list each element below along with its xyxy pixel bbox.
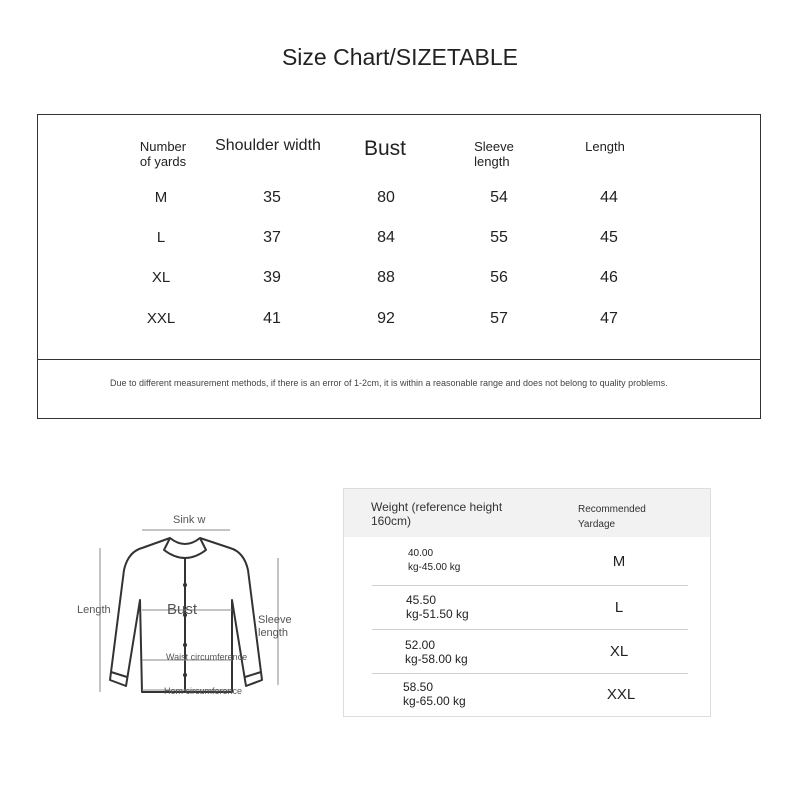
recommended-size: M <box>612 553 626 570</box>
header-sleeve-length <box>474 139 514 169</box>
header-weight-line2: 160cm) <box>371 514 412 528</box>
size-cell: L <box>156 229 166 246</box>
recommended-size: L <box>614 599 624 616</box>
sleeve-label: Sleeve length <box>258 614 292 639</box>
row-divider <box>372 629 688 630</box>
table-divider <box>38 359 760 360</box>
row-divider <box>372 673 688 674</box>
weight-to: kg-45.00 kg <box>408 562 461 573</box>
sleeve-cell: 57 <box>490 310 508 327</box>
shoulder-cell: 35 <box>263 189 281 206</box>
weight-to: kg-58.00 kg <box>405 652 468 666</box>
header-number-line2: of yards <box>139 154 187 169</box>
shoulder-label: Sink w <box>173 514 206 526</box>
weight-from: 58.50 <box>403 680 434 694</box>
weight-from: 52.00 <box>405 638 436 652</box>
length-cell: 46 <box>600 269 618 286</box>
header-shoulder-width: Shoulder width <box>215 137 321 154</box>
bust-label: Bust <box>167 601 198 618</box>
weight-table <box>343 488 711 717</box>
header-sleeve-line2: length <box>474 154 510 169</box>
recommended-size: XXL <box>606 686 636 703</box>
header-weight-line1: Weight (reference height <box>371 500 503 514</box>
weight-range <box>405 638 468 666</box>
sleeve-cell: 54 <box>490 189 508 206</box>
weight-to: kg-65.00 kg <box>403 694 466 708</box>
shoulder-cell: 37 <box>263 229 281 246</box>
header-number-line1: Number <box>139 139 187 154</box>
bust-cell: 80 <box>377 189 395 206</box>
sleeve-cell: 56 <box>490 269 508 286</box>
header-size-line1: Recommended <box>578 504 646 515</box>
bust-cell: 84 <box>377 229 395 246</box>
recommended-size: XL <box>609 643 629 660</box>
length-label: Length <box>77 604 111 616</box>
weight-to: kg-51.50 kg <box>406 607 469 621</box>
weight-range <box>403 680 466 708</box>
bust-cell: 88 <box>377 269 395 286</box>
header-weight <box>371 500 502 528</box>
measurement-note: Due to different measurement methods, if there is an error of 1-2cm, it is within a reasonable range and does not belong to quality problems. <box>110 378 668 388</box>
size-cell: XXL <box>146 310 176 327</box>
shoulder-cell: 39 <box>263 269 281 286</box>
weight-range <box>406 593 469 621</box>
size-cell: M <box>154 189 168 206</box>
weight-from: 45.50 <box>406 593 437 607</box>
sleeve-cell: 55 <box>490 229 508 246</box>
weight-from: 40.00 <box>408 548 434 559</box>
length-cell: 45 <box>600 229 618 246</box>
size-table <box>37 114 761 419</box>
waist-label: Waist circumference <box>166 652 248 662</box>
weight-range <box>408 547 460 575</box>
header-number-of-yards <box>140 139 186 169</box>
length-cell: 47 <box>600 310 618 327</box>
bust-cell: 92 <box>377 310 395 327</box>
garment-diagram <box>70 510 300 710</box>
row-divider <box>372 585 688 586</box>
header-size-line2: Yardage <box>578 519 616 530</box>
size-cell: XL <box>151 269 171 286</box>
page-title: Size Chart/SIZETABLE <box>281 44 519 70</box>
header-sleeve-line1: Sleeve <box>474 139 514 154</box>
shoulder-cell: 41 <box>263 310 281 327</box>
header-recommended-yardage <box>578 502 646 532</box>
header-length: Length <box>585 139 625 154</box>
hem-label: Hem circumference <box>164 686 243 696</box>
length-cell: 44 <box>600 189 618 206</box>
header-bust: Bust <box>363 137 407 160</box>
